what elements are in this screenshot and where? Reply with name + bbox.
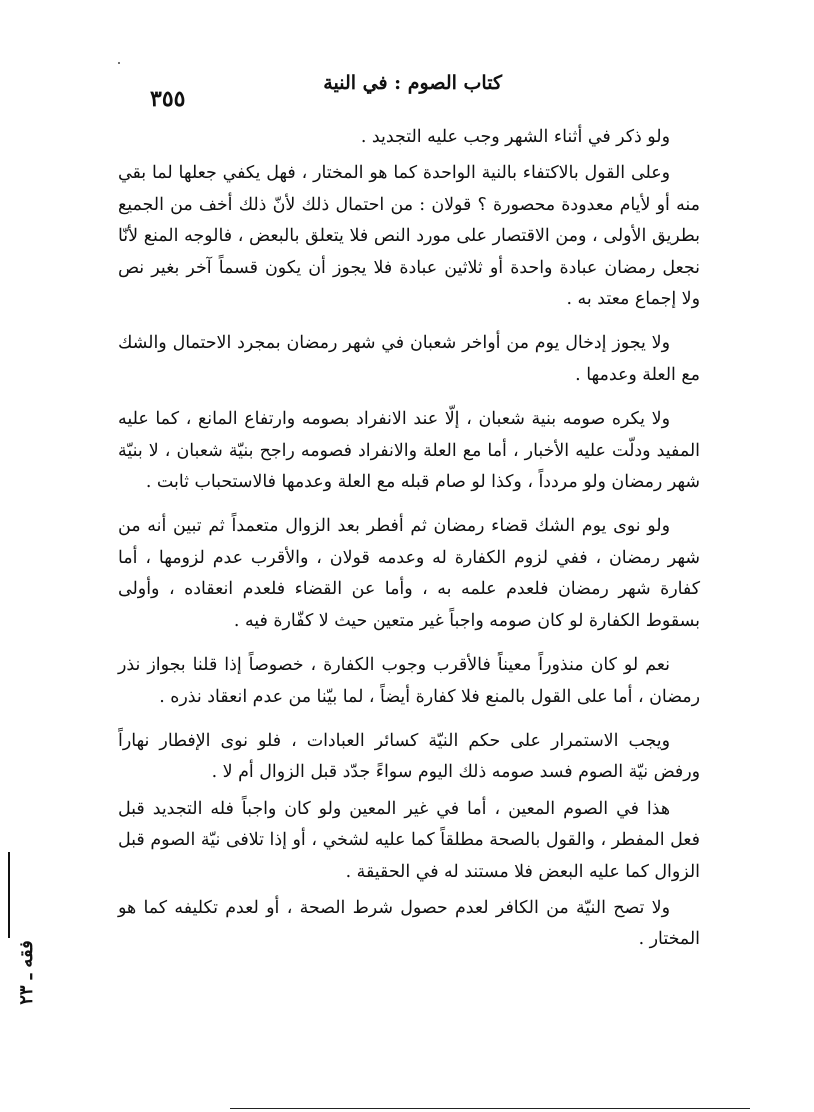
- paragraph: ويجب الاستمرار على حكم النيّة كسائر العبادات ، فلو نوى الإفطار نهاراً ورفض نيّة الصوم فسد صومه ذلك اليوم سواءً جدّد قبل الزوال أم لا .: [118, 730, 700, 783]
- page-number: ٣٥٥: [150, 86, 186, 112]
- body-text: [118, 122, 700, 969]
- print-speck: [118, 62, 120, 64]
- print-speck: [498, 652, 500, 654]
- paragraph: وعلى القول بالاكتفاء بالنية الواحدة كما هو المختار ، فهل يكفي جعلها لما بقي منه أو لأيام معدودة محصورة ؟ قولان : من احتمال ذلك لأنّ ذلك أخف من الجميع بطريق الأولى ، ومن الاقتصار على مورد النص فلا يتعلق بالبعض ، فالوجه المنع لأنّا نجعل رمضان عبادة واحدة أو ثلاثين عبادة فلا يجوز أن يكون قسماً آخر بغير نص ولا إجماع معتد به .: [118, 163, 700, 310]
- paragraph: ولو ذكر في أثناء الشهر وجب عليه التجديد .: [360, 127, 670, 147]
- running-header-title: كتاب الصوم : في النية: [323, 72, 502, 94]
- paragraph: نعم لو كان منذوراً معيناً فالأقرب وجوب الكفارة ، خصوصاً إذا قلنا بجواز نذر رمضان ، أما على القول بالمنع فلا كفارة أيضاً ، لما بيّنا من عدم انعقاد نذره .: [118, 655, 700, 707]
- bottom-rule: [230, 1108, 750, 1109]
- margin-signature-mark: [0, 852, 37, 1005]
- paragraph: ولا تصح النيّة من الكافر لعدم حصول شرط الصحة ، أو لعدم تكليفه كما هو المختار .: [118, 897, 700, 950]
- paragraph: ولو نوى يوم الشك قضاء رمضان ثم أفطر بعد الزوال متعمداً ثم تبين أنه من شهر رمضان ، ففي لزوم الكفارة له وعدمه قولان ، والأقرب عدم لزومها ، أما كفارة شهر رمضان فلعدم علمه به ، وأما عن القضاء فلعدم انعقاده ، وأولى بسقوط الكفارة لو كان صومه واجباً غير متعين حيث لا كفّارة فيه .: [118, 516, 700, 631]
- margin-note: فقه ـ ٢٣: [15, 940, 37, 1005]
- paragraph: ولا يجوز إدخال يوم من أواخر شعبان في شهر رمضان بمجرد الاحتمال والشك مع العلة وعدمها .: [118, 333, 700, 385]
- margin-rule: [8, 852, 10, 938]
- paragraph: ولا يكره صومه بنية شعبان ، إلّا عند الانفراد بصومه وارتفاع المانع ، كما عليه المفيد ودلّت عليه الأخبار ، أما مع العلة والانفراد فصومه راجح بنيّة شعبان ، لا بنيّة شهر رمضان ولو مردداً ، وكذا لو صام قبله مع العلة وعدمها فالاستحباب ثابت .: [118, 409, 700, 493]
- paragraph: هذا في الصوم المعين ، أما في غير المعين ولو كان واجباً فله التجديد قبل فعل المفطر ، والقول بالصحة مطلقاً كما عليه لشخي ، أو إذا تلافى نيّة الصوم قبل الزوال كما عليه البعض فلا مستند له في الحقيقة .: [118, 798, 700, 882]
